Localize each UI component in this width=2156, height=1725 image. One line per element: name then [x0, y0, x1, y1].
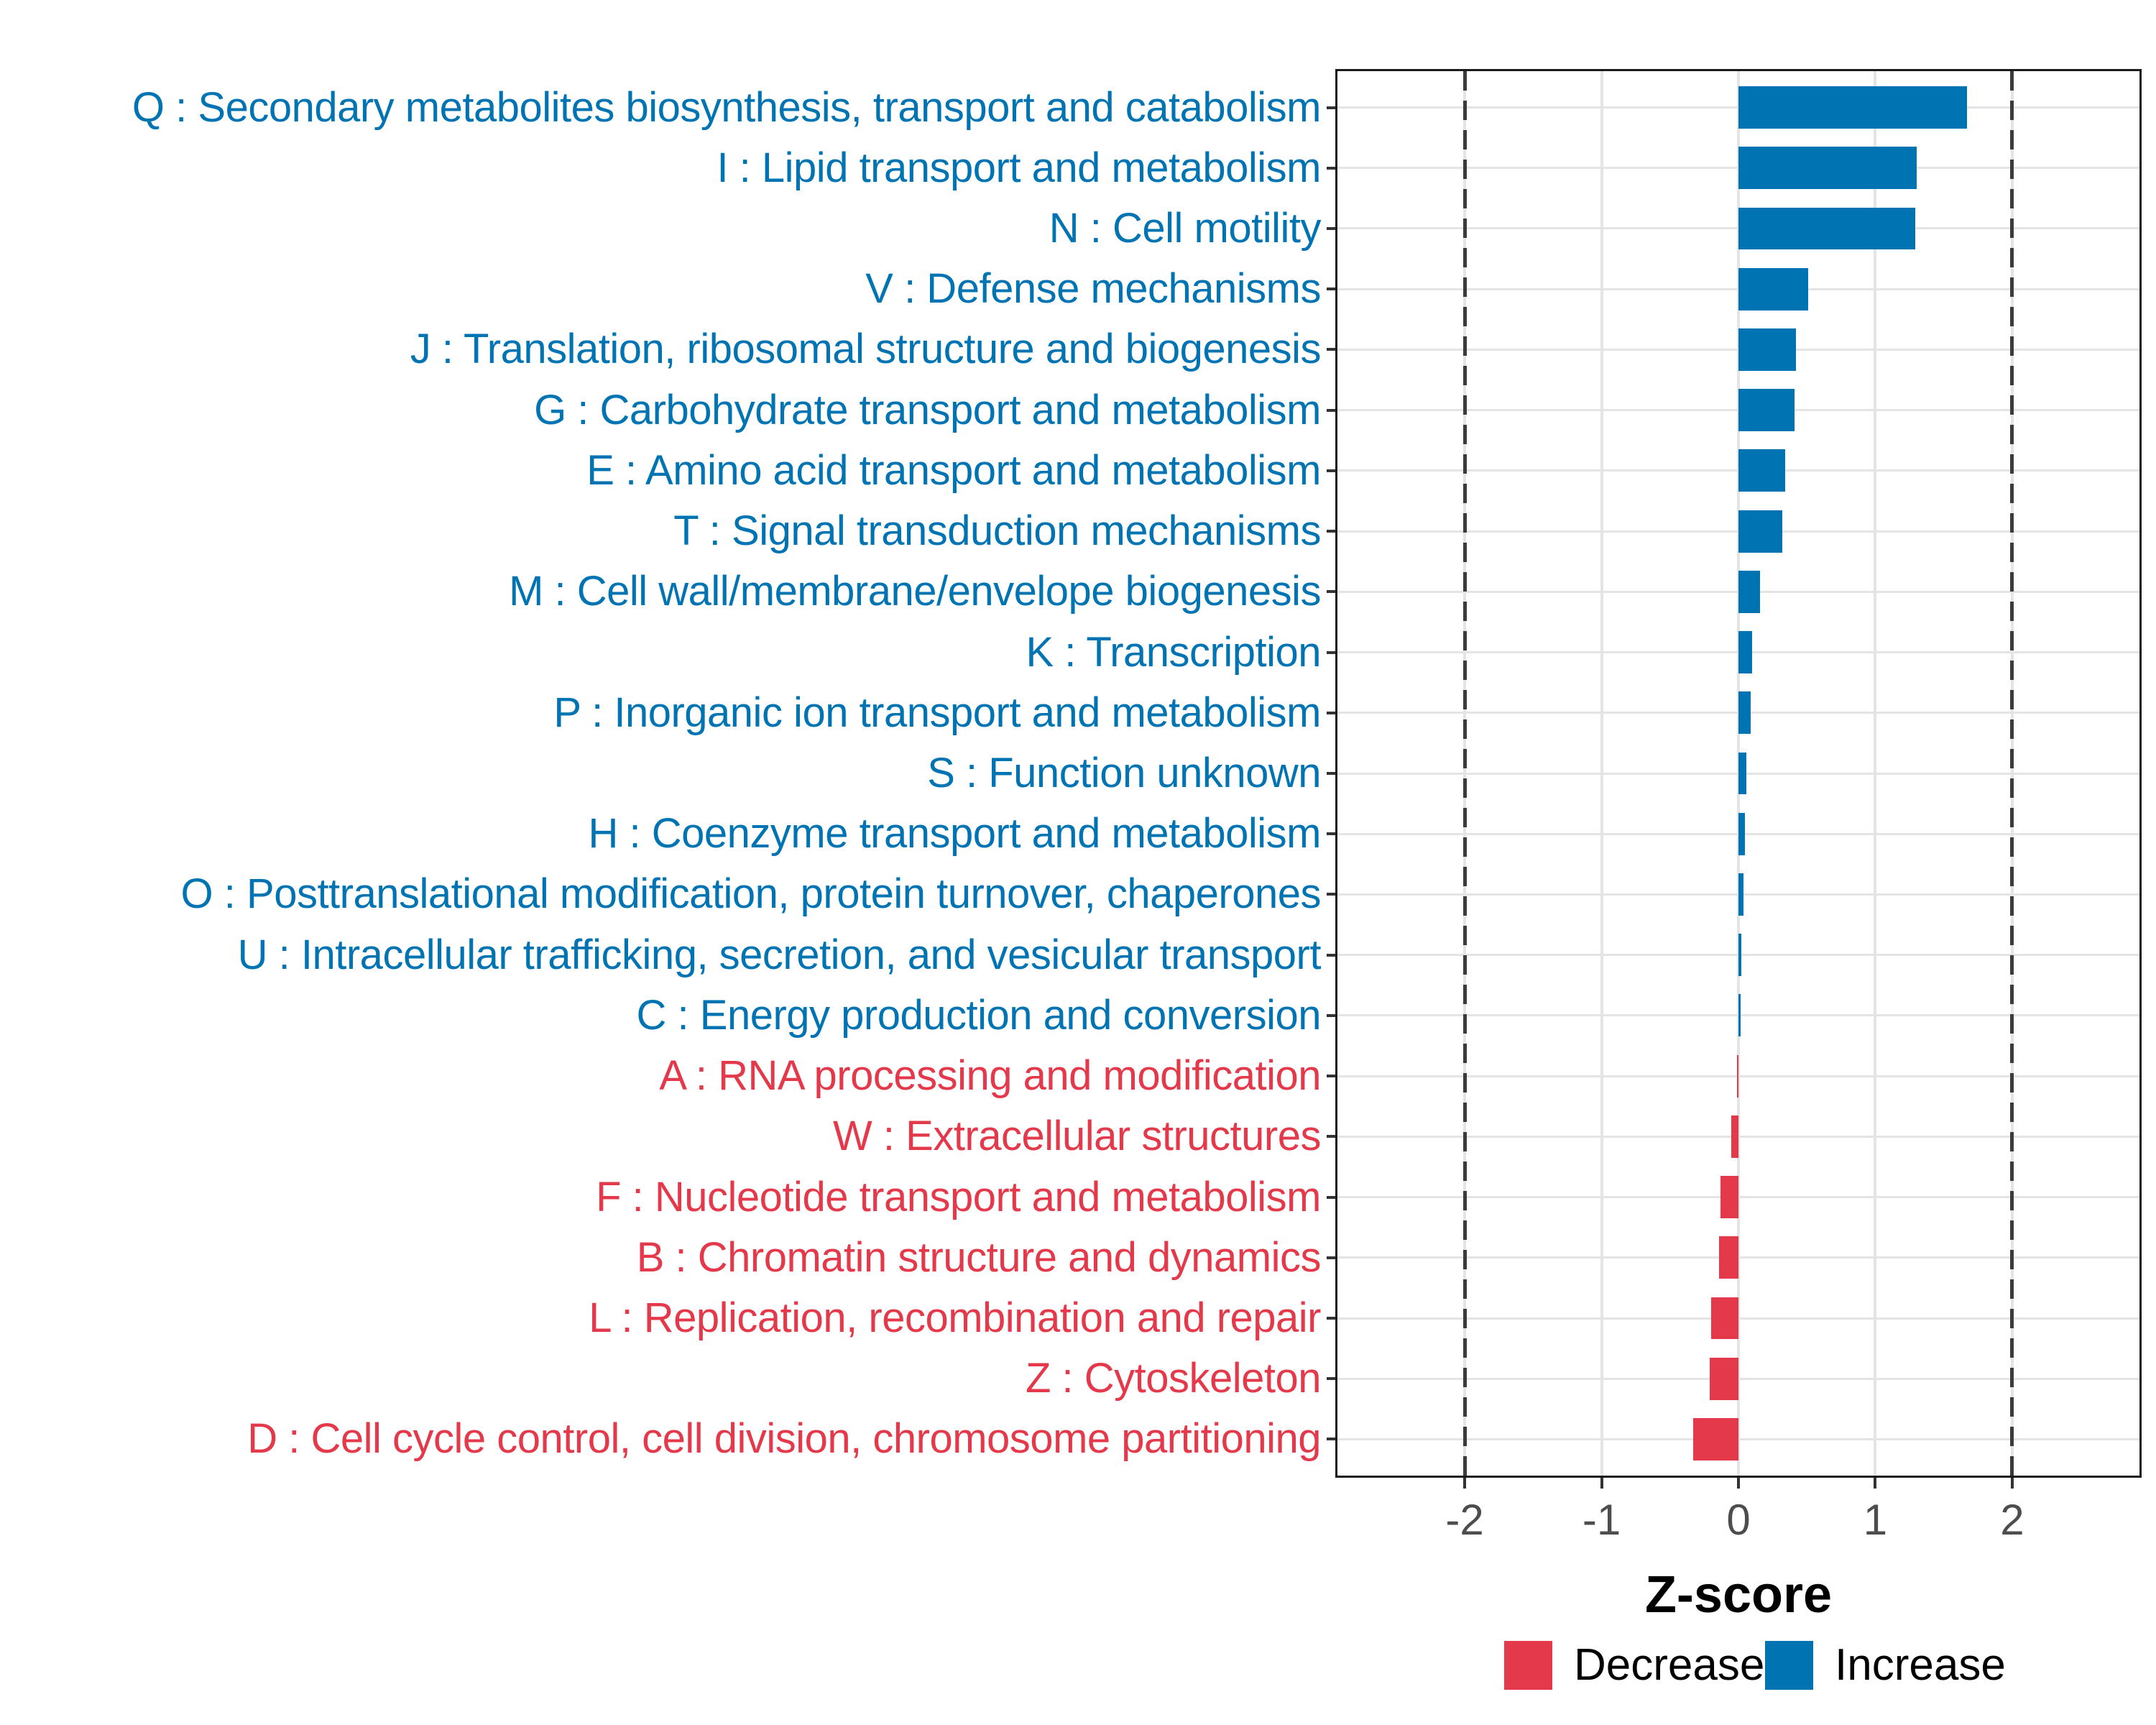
y-gridline — [1337, 1196, 2139, 1198]
category-label-A: A : RNA processing and modification — [659, 1052, 1321, 1100]
y-gridline — [1337, 1075, 2139, 1077]
bar-I — [1738, 147, 1917, 189]
bar-J — [1738, 328, 1796, 371]
bar-G — [1738, 389, 1795, 431]
y-tick — [1327, 1256, 1337, 1259]
category-label-D: D : Cell cycle control, cell division, chromosome partitioning — [247, 1415, 1321, 1463]
category-label-F: F : Nucleotide transport and metabolism — [596, 1173, 1321, 1220]
bar-L — [1711, 1297, 1738, 1340]
bar-T — [1738, 510, 1782, 553]
bar-U — [1738, 934, 1741, 976]
category-label-W: W : Extracellular structures — [833, 1113, 1321, 1160]
reference-dashed-line — [2010, 71, 2014, 1476]
category-label-N: N : Cell motility — [1049, 204, 1321, 252]
bar-K — [1738, 631, 1752, 673]
category-label-L: L : Replication, recombination and repair — [589, 1294, 1321, 1342]
y-tick — [1327, 1438, 1337, 1440]
category-label-C: C : Energy production and conversion — [636, 991, 1321, 1039]
category-label-O: O : Posttranslational modification, protein turnover, chaperones — [180, 870, 1321, 918]
x-tick — [1737, 1476, 1740, 1489]
category-label-H: H : Coenzyme transport and metabolism — [588, 810, 1321, 857]
category-label-Q: Q : Secondary metabolites biosynthesis, transport and catabolism — [132, 83, 1321, 131]
legend — [0, 1641, 2156, 1691]
y-tick — [1327, 227, 1337, 230]
y-tick — [1327, 954, 1337, 957]
x-tick-label: 0 — [1726, 1496, 1751, 1544]
x-tick-label: 1 — [1863, 1496, 1888, 1544]
bar-F — [1720, 1176, 1738, 1218]
y-tick — [1327, 893, 1337, 896]
y-tick — [1327, 1014, 1337, 1017]
category-label-K: K : Transcription — [1026, 628, 1321, 676]
y-tick — [1327, 469, 1337, 472]
reference-dashed-line — [1463, 71, 1467, 1476]
y-tick — [1327, 409, 1337, 412]
y-tick — [1327, 1196, 1337, 1199]
category-label-E: E : Amino acid transport and metabolism — [586, 446, 1321, 494]
x-tick — [2011, 1476, 2014, 1489]
category-label-J: J : Translation, ribosomal structure and biogenesis — [410, 326, 1321, 373]
y-tick — [1327, 832, 1337, 835]
y-tick — [1327, 530, 1337, 533]
bar-Z — [1710, 1358, 1738, 1400]
y-tick — [1327, 288, 1337, 290]
category-label-S: S : Function unknown — [927, 750, 1321, 796]
y-tick — [1327, 167, 1337, 170]
bar-H — [1738, 813, 1745, 855]
y-tick — [1327, 651, 1337, 654]
y-tick — [1327, 590, 1337, 593]
category-label-G: G : Carbohydrate transport and metabolism — [534, 386, 1321, 433]
y-tick — [1327, 106, 1337, 109]
legend-key-decrease — [1504, 1641, 1552, 1690]
x-tick-label: 2 — [2000, 1496, 2024, 1544]
category-label-T: T : Signal transduction mechanisms — [673, 507, 1321, 555]
x-tick — [1600, 1476, 1603, 1489]
x-tick-label: -1 — [1582, 1496, 1621, 1544]
bar-N — [1738, 208, 1915, 250]
legend-label-increase: Increase — [1835, 1640, 2006, 1690]
x-tick — [1874, 1476, 1876, 1489]
y-gridline — [1337, 1438, 2139, 1440]
x-tick-label: -2 — [1445, 1496, 1484, 1544]
category-label-M: M : Cell wall/membrane/envelope biogenesis — [509, 568, 1321, 615]
legend-label-decrease: Decrease — [1574, 1640, 1765, 1690]
bar-A — [1737, 1055, 1738, 1098]
category-label-I: I : Lipid transport and metabolism — [717, 144, 1321, 191]
y-tick — [1327, 1377, 1337, 1380]
y-gridline — [1337, 1256, 2139, 1259]
category-label-V: V : Defense mechanisms — [865, 265, 1321, 313]
y-tick — [1327, 1135, 1337, 1138]
y-tick — [1327, 1317, 1337, 1320]
y-gridline — [1337, 1136, 2139, 1138]
category-label-U: U : Intracellular trafficking, secretion, and vesicular transport — [237, 931, 1321, 978]
bar-P — [1738, 691, 1751, 734]
x-axis-title: Z-score — [1644, 1566, 1833, 1624]
category-label-Z: Z : Cytoskeleton — [1025, 1355, 1321, 1402]
category-label-B: B : Chromatin structure and dynamics — [636, 1233, 1321, 1281]
y-gridline — [1337, 1378, 2139, 1380]
bar-C — [1738, 994, 1741, 1036]
bar-Q — [1738, 86, 1967, 129]
bar-D — [1693, 1418, 1738, 1460]
bar-W — [1731, 1116, 1738, 1158]
bar-B — [1719, 1236, 1738, 1279]
y-tick — [1327, 348, 1337, 351]
y-tick — [1327, 772, 1337, 775]
legend-key-increase — [1765, 1641, 1813, 1690]
bar-S — [1738, 753, 1746, 795]
y-gridline — [1337, 1317, 2139, 1320]
plot-panel — [1337, 71, 2139, 1476]
bar-O — [1738, 873, 1743, 916]
bar-V — [1738, 268, 1808, 310]
bar-M — [1738, 571, 1760, 613]
y-tick — [1327, 712, 1337, 714]
x-tick — [1463, 1476, 1466, 1489]
category-label-P: P : Inorganic ion transport and metabolism — [553, 689, 1321, 736]
y-tick — [1327, 1075, 1337, 1077]
bar-E — [1738, 449, 1785, 492]
